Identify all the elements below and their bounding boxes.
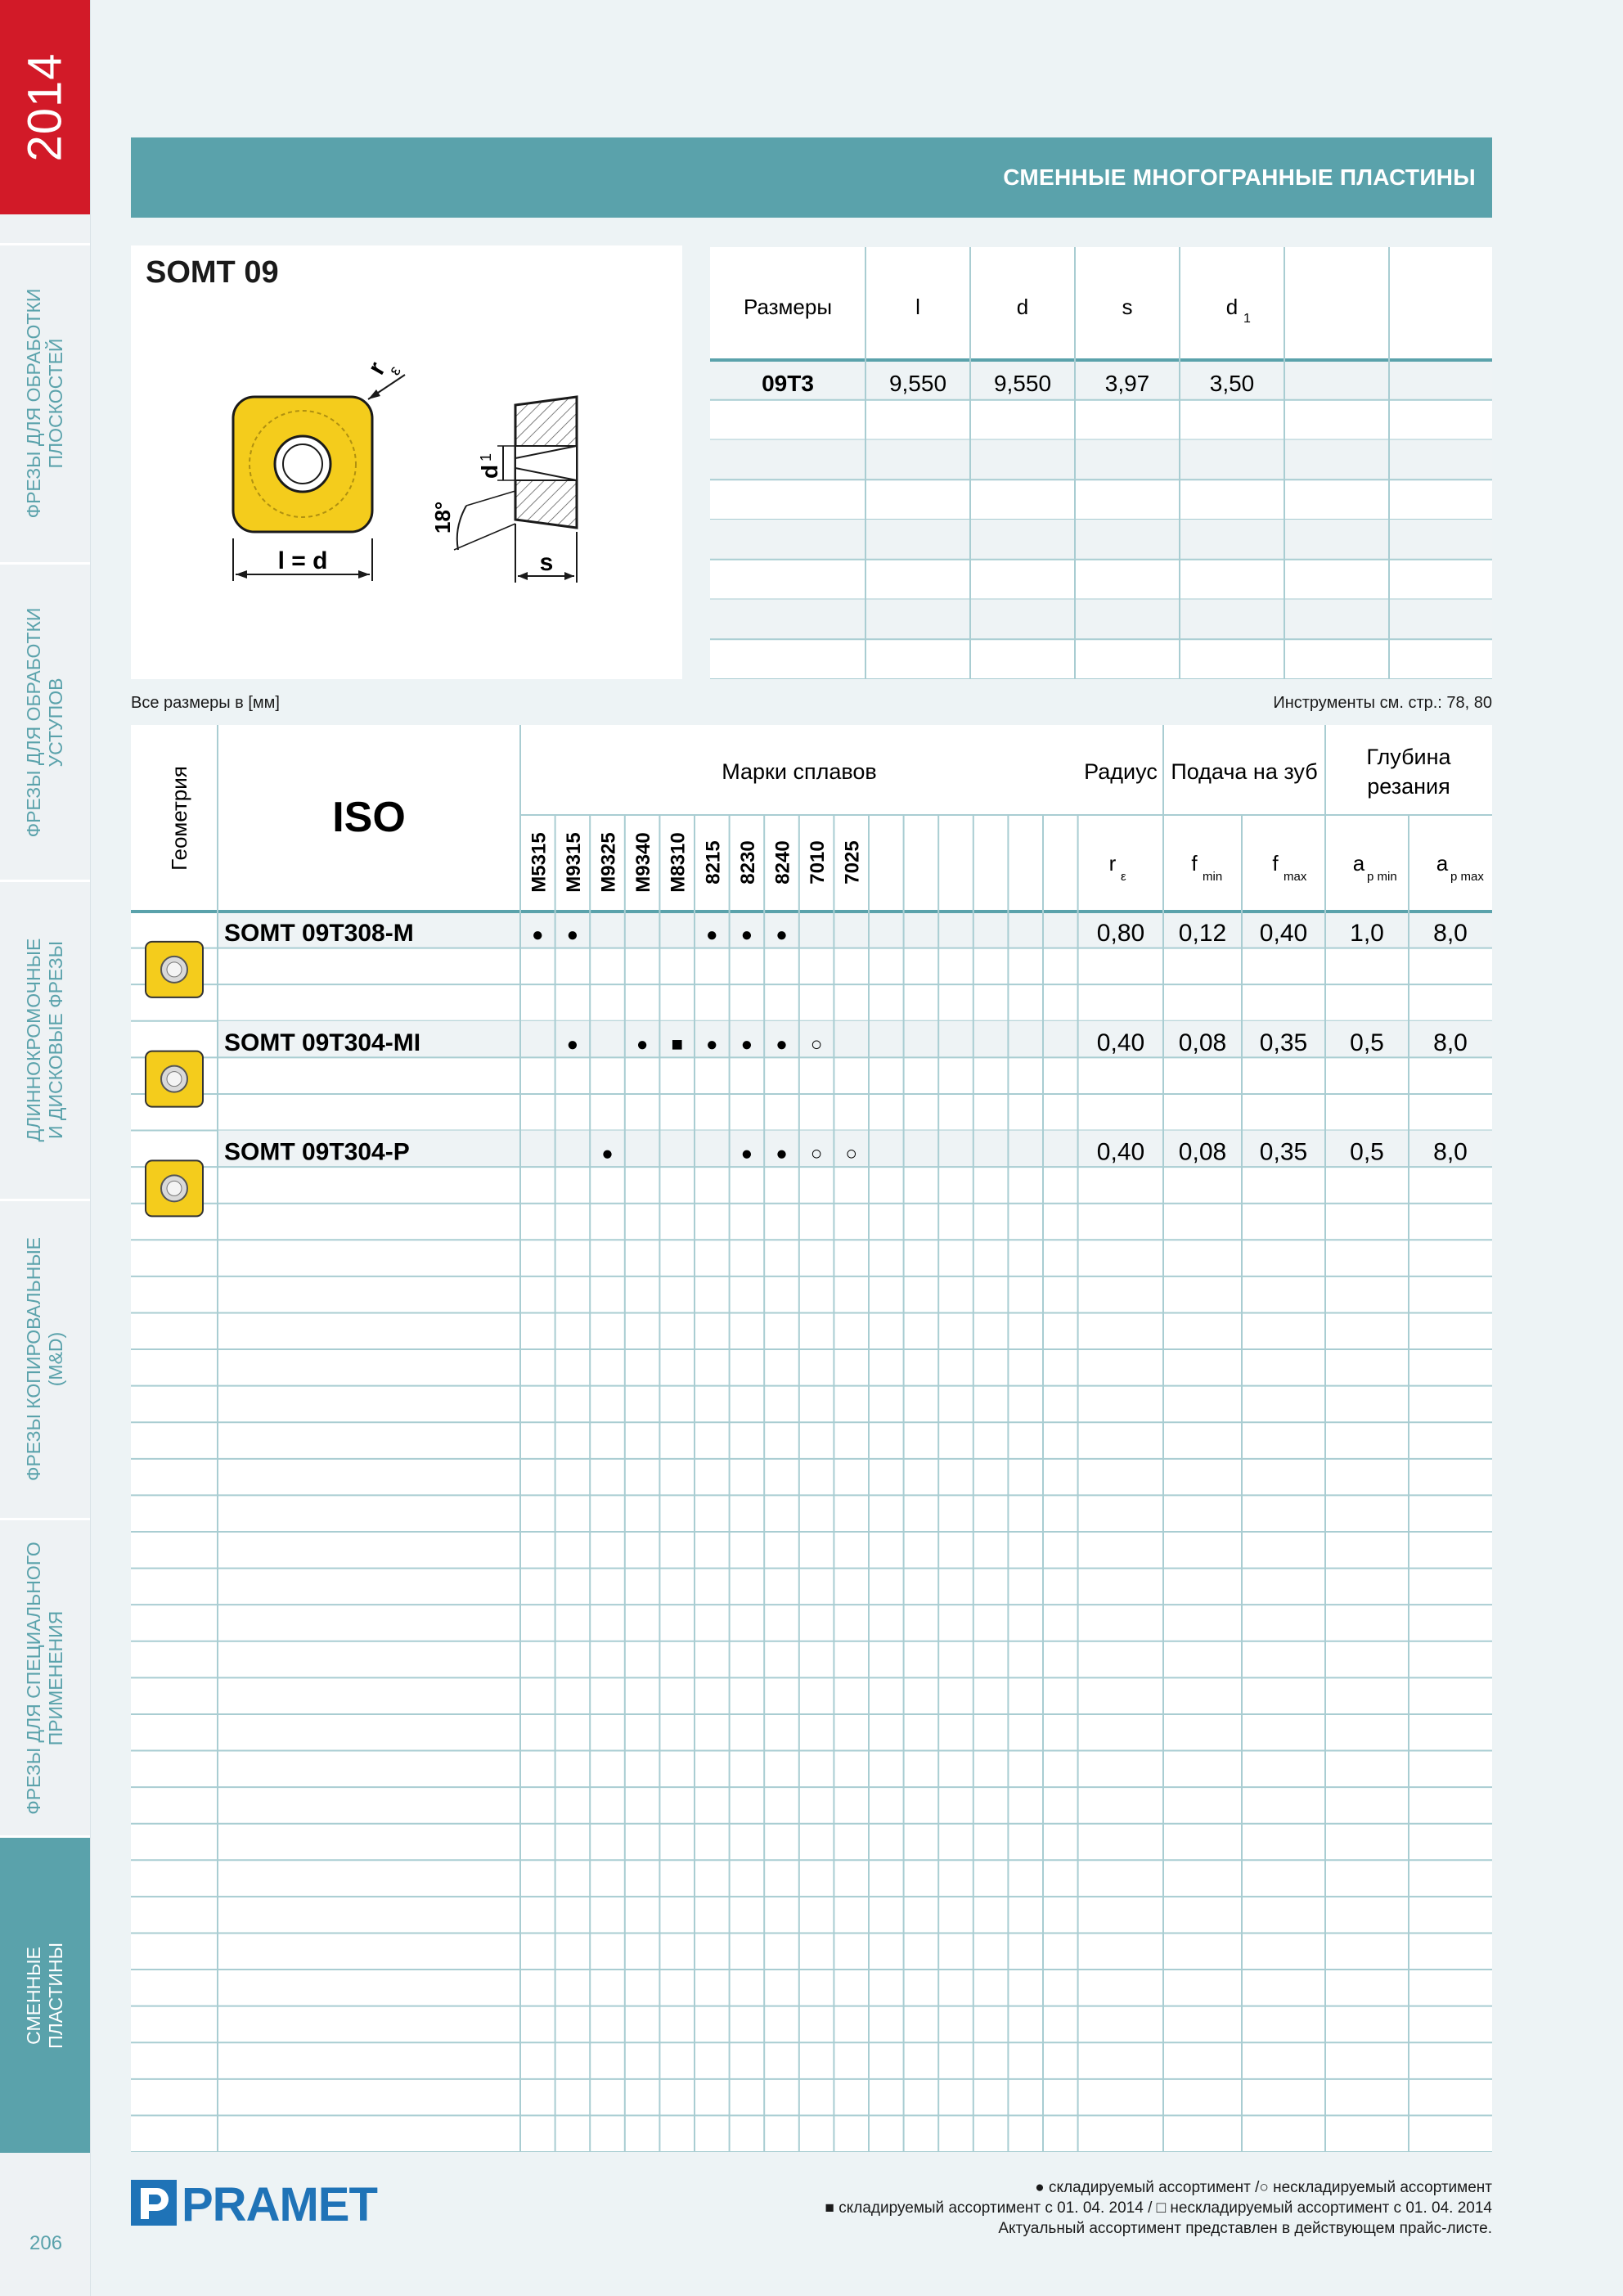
pramet-logo [131,2177,393,2231]
param-value: 0,12 [1178,920,1227,947]
sidebar-item-line: И ДИСКОВЫЕ ФРЕЗЫ [45,940,66,1139]
grade-mark: ● [532,924,544,946]
grade-header-9: 7025 [841,840,864,885]
insert-drawing-panel [131,245,682,679]
r-label: r [362,357,391,380]
sidebar-item-2[interactable] [0,880,90,1197]
year-label: 2014 [18,52,72,162]
grade-header-0: M5315 [528,832,551,893]
insert-name: SOMT 09T304-MI [224,1029,421,1056]
grade-mark: ● [776,924,788,946]
param-header: a [1436,851,1449,876]
param-header-sub: max [1284,870,1307,884]
geometry-header: Геометрия [167,766,191,871]
param-value: 8,0 [1433,920,1468,947]
insert-icon-hole-inner [167,962,182,977]
grade-mark: ● [776,1142,788,1165]
sidebar-item-label [23,1943,67,2049]
insert-icon [146,1160,203,1216]
grade-mark: ● [706,1033,718,1056]
grade-header-4: M8310 [667,832,690,893]
brand-name: PRAMET [182,2178,377,2231]
grade-header-1: M9315 [562,832,585,893]
sidebar-item-label [23,1542,67,1815]
grade-mark: ● [601,1142,614,1165]
grade-header-7: 8240 [771,840,794,885]
insert-drawing [131,245,682,679]
feed-header: Подача на зуб [1171,759,1318,784]
section-header-band [131,137,1492,218]
size-header-1: l [915,295,920,319]
size-header-2: d [1016,295,1029,319]
param-header: a [1352,851,1365,876]
grade-mark: ■ [671,1033,683,1056]
param-value: 0,40 [1096,1029,1145,1056]
sidebar-item-line: ДЛИННОКРОМОЧНЫЕ [23,938,44,1141]
grade-header-2: M9325 [597,832,620,893]
size-cell: 09T3 [762,371,814,396]
sidebar-item-line: ПЛАСТИНЫ [45,1942,66,2049]
table-row [710,520,1492,560]
grade-header-8: 7010 [807,840,829,885]
insert-name: SOMT 09T304-P [224,1138,410,1166]
grade-mark: ● [636,1033,649,1056]
radius-header: Радиус [1084,759,1158,784]
grade-mark: ○ [845,1142,857,1165]
size-table [710,247,1492,679]
angle-label: 18° [430,501,455,533]
param-value: 0,5 [1350,1138,1384,1166]
sidebar-item-label [23,1236,67,1480]
size-cell: 3,50 [1209,371,1255,396]
grades-header: Марки сплавов [722,759,877,784]
param-value: 0,08 [1178,1029,1227,1056]
grade-mark: ● [740,924,753,946]
size-header-0: Размеры [743,295,833,319]
units-note: Все размеры в [мм] [131,694,280,712]
sidebar-item-label [23,288,67,518]
insert-icon-hole-inner [167,1181,182,1195]
param-value: 8,0 [1433,1138,1468,1166]
insert-icon-hole-inner [167,1072,182,1087]
sidebar-item-line: УСТУПОВ [45,678,66,767]
sidebar-item-line: ПРИМЕНЕНИЯ [45,1610,66,1745]
size-cell: 9,550 [993,371,1052,396]
sidebar-item-line: ФРЕЗЫ ДЛЯ ОБРАБОТКИ [23,288,44,518]
sidebar-item-line: ПЛОСКОСТЕЙ [45,338,66,468]
sidebar-item-line: ФРЕЗЫ ДЛЯ ОБРАБОТКИ [23,607,44,837]
param-value: 0,35 [1259,1138,1308,1166]
sidebar-item-line: СМЕННЫЕ [23,1946,44,2045]
param-value: 0,40 [1259,920,1308,947]
depth-header-line: Глубина [1366,745,1451,769]
table-row [710,360,1492,400]
param-value: 0,80 [1096,920,1145,947]
grade-mark: ● [776,1033,788,1056]
param-value: 0,08 [1178,1138,1227,1166]
grade-mark: ○ [810,1033,823,1056]
insert-top-view [233,358,405,581]
sidebar-item-label [23,607,67,837]
sidebar-item-5[interactable] [0,1835,90,2153]
sidebar-item-0[interactable] [0,243,90,560]
page-number: 206 [29,2232,63,2254]
param-header: f [1191,851,1198,876]
insert-name: SOMT 09T308-M [224,920,414,947]
param-header: f [1272,851,1279,876]
size-header-3: s [1122,295,1133,319]
pramet-logo-icon [131,2180,177,2226]
param-value: 8,0 [1433,1029,1468,1056]
depth-header-line: резания [1367,774,1450,799]
insert-icon [146,942,203,997]
grade-mark: ● [740,1033,753,1056]
iso-header: ISO [332,794,406,841]
size-cell: 3,97 [1104,371,1150,396]
sidebar-item-4[interactable] [0,1518,90,1835]
sidebar-item-3[interactable] [0,1199,90,1516]
grade-mark: ● [566,1033,579,1056]
param-header-sub: min [1203,870,1223,884]
year-tab [0,0,90,214]
param-value: 1,0 [1350,920,1384,947]
d1-sub: 1 [478,452,494,461]
table-row [710,440,1492,480]
param-header-sub: p max [1450,870,1484,884]
param-value: 0,5 [1350,1029,1384,1056]
param-value: 0,35 [1259,1029,1308,1056]
s-label: s [539,549,554,576]
grade-header-5: 8215 [702,840,725,885]
tools-reference-note: Инструменты см. стр.: 78, 80 [1273,694,1492,712]
param-header-sub: p min [1367,870,1397,884]
size-header-sub: 1 [1243,312,1251,326]
grade-mark: ● [706,924,718,946]
insert-section-view [430,397,577,583]
sidebar-item-1[interactable] [0,562,90,880]
size-header-4: d [1225,295,1239,319]
sidebar-item-line: ФРЕЗЫ КОПИРОВАЛЬНЫЕ [23,1236,44,1481]
grade-table [131,725,1492,2152]
d1-label: d [477,464,502,479]
sidebar-item-line: ФРЕЗЫ ДЛЯ СПЕЦИАЛЬНОГО [23,1541,44,1815]
r-sub: ε [385,362,405,379]
grade-header-6: 8230 [736,840,759,885]
grade-mark: ● [566,924,579,946]
param-header: r [1108,851,1117,876]
grade-header-3: M9340 [632,832,655,893]
grade-mark: ● [740,1142,753,1165]
param-header-sub: ε [1121,870,1126,884]
sidebar [0,0,91,2296]
size-cell: 9,550 [888,371,947,396]
legend-line-2: ■ складируемый ассортимент с 01. 04. 2014 / □ нескладируемый ассортимент с 01. 04. 2014 [825,2199,1492,2217]
param-value: 0,40 [1096,1138,1145,1166]
table-row [710,600,1492,640]
ld-label: l = d [277,547,328,574]
legend-line-1: ● складируемый ассортимент /○ нескладируемый ассортимент [1035,2179,1492,2196]
insert-title: SOMT 09 [146,255,279,290]
section-title: СМЕННЫЕ МНОГОГРАННЫЕ ПЛАСТИНЫ [1003,164,1476,190]
grade-mark: ○ [810,1142,823,1165]
sidebar-item-label [23,938,67,1141]
legend-line-3: Актуальный ассортимент представлен в действующем прайс-листе. [998,2220,1492,2237]
insert-icon [146,1051,203,1107]
sidebar-item-line: (M&D) [45,1331,66,1386]
